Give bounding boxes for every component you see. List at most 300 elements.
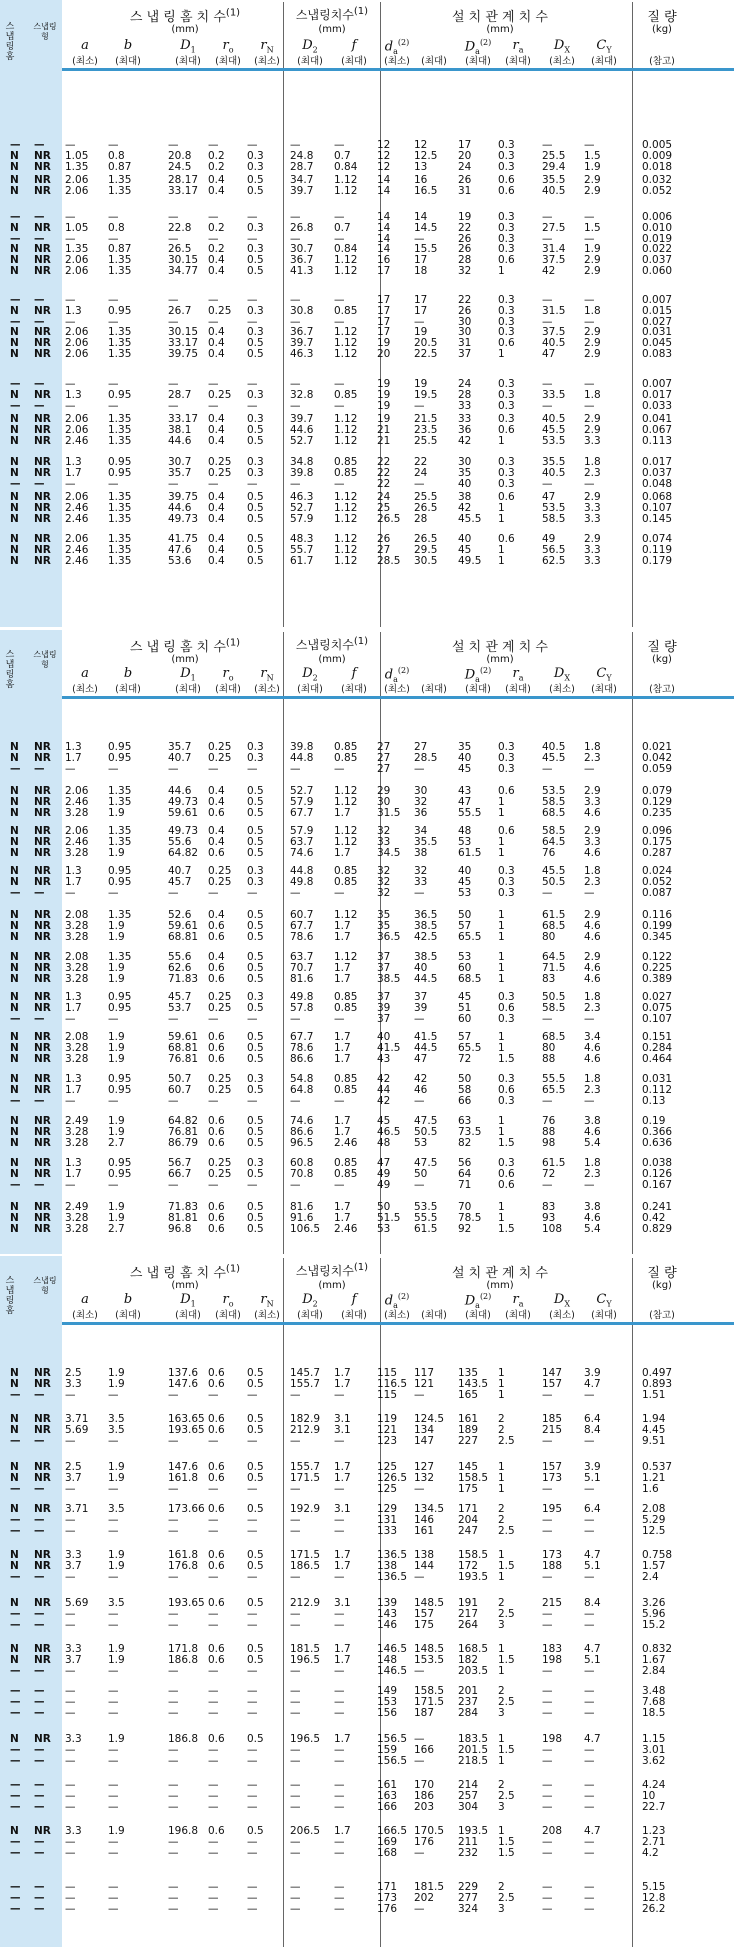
table-cell: 1.7 — [334, 1201, 351, 1213]
groove-footnote: (1) — [225, 7, 241, 19]
table-cell: 218.5 — [458, 1755, 489, 1768]
table-cell: 42 — [542, 265, 556, 278]
table-cell: 20 — [377, 348, 391, 361]
table-cell: 182.9 — [290, 1413, 321, 1425]
table-cell: 1 — [498, 1755, 505, 1768]
table-cell: 0.6 — [208, 1643, 225, 1655]
table-cell: 183.5 — [458, 1733, 489, 1745]
table-cell: 3.01 — [642, 1744, 666, 1757]
table-cell: — — [247, 1847, 258, 1860]
table-cell: — — [584, 1892, 595, 1905]
column-header — [63, 666, 107, 695]
table-cell: 0.027 — [642, 991, 673, 1003]
snapring-code: — — [34, 233, 45, 246]
table-cell: 0.037 — [642, 467, 673, 480]
table-cell: 5.1 — [584, 1654, 601, 1667]
table-cell: 0.5 — [247, 1643, 264, 1655]
table-cell: 1.9 — [108, 1549, 125, 1561]
groove-code: N — [10, 389, 19, 402]
table-cell: 196.8 — [168, 1825, 199, 1837]
table-cell: 1.7 — [334, 1212, 351, 1225]
table-cell: — — [290, 1525, 301, 1538]
table-cell: 201.5 — [458, 1744, 489, 1757]
table-cell: 1.94 — [642, 1413, 666, 1425]
table-cell: 49 — [377, 1179, 391, 1192]
table-cell: 0.13 — [642, 1095, 666, 1108]
table-cell: 50.7 — [168, 1073, 192, 1085]
table-cell: 3.5 — [108, 1413, 125, 1425]
table-cell: 38 — [458, 491, 472, 503]
table-cell: 1.7 — [334, 1378, 351, 1391]
table-cell: 2.06 — [65, 337, 89, 350]
table-cell: — — [65, 378, 76, 390]
table-cell: — — [108, 1707, 119, 1720]
column-symbol: $D_a^{(2)}$ — [464, 38, 492, 56]
table-cell: — — [334, 294, 345, 306]
table-cell: — — [584, 139, 595, 151]
table-cell: 215 — [542, 1424, 563, 1437]
table-cell: 4.24 — [642, 1779, 666, 1791]
table-cell: 16.5 — [414, 185, 438, 198]
snapring-code: NR — [34, 962, 51, 975]
table-cell: — — [414, 763, 425, 776]
table-cell: 3.1 — [334, 1503, 351, 1515]
table-cell: 32 — [377, 876, 391, 889]
groove-code: — — [10, 1619, 21, 1632]
table-cell: — — [65, 1801, 76, 1814]
table-cell: 1 — [498, 1126, 505, 1139]
table-cell: — — [542, 400, 553, 413]
table-cell: — — [334, 1707, 345, 1720]
snapring-code: NR — [34, 305, 51, 318]
snapring-code: — — [34, 211, 45, 223]
table-cell: — — [414, 1179, 425, 1192]
table-cell: 3.9 — [584, 1367, 601, 1379]
table-cell: 1.7 — [334, 847, 351, 860]
table-cell: — — [208, 1179, 219, 1192]
snapring-code: NR — [34, 1503, 51, 1515]
table-cell: 247 — [458, 1525, 479, 1538]
table-cell: 33.17 — [168, 413, 199, 425]
table-cell: — — [542, 294, 553, 306]
table-cell: 201 — [458, 1685, 479, 1697]
groove-code: N — [10, 1223, 19, 1236]
table-cell: 0.95 — [108, 752, 132, 765]
table-cell: 0.3 — [498, 316, 515, 329]
table-cell: 0.067 — [642, 424, 673, 437]
table-cell: 156 — [377, 1707, 398, 1720]
table-cell: 1 — [498, 513, 505, 526]
table-cell: 32 — [414, 865, 428, 877]
table-cell: 50.5 — [542, 991, 566, 1003]
table-cell: 60.7 — [168, 1084, 192, 1097]
table-cell: 68.81 — [168, 931, 199, 944]
table-cell: 1.6 — [642, 1483, 659, 1496]
groove-code: N — [10, 1643, 19, 1655]
table-cell: — — [542, 1790, 553, 1803]
table-cell: — — [168, 1744, 179, 1757]
table-cell: 86.79 — [168, 1137, 199, 1150]
table-cell: — — [542, 763, 553, 776]
table-cell: 0.107 — [642, 502, 673, 515]
table-cell: 71.5 — [542, 962, 566, 975]
column-unit: (최대) — [175, 56, 201, 67]
column-header — [456, 38, 500, 67]
table-cell: 1.12 — [334, 533, 358, 545]
table-cell: — — [168, 1665, 179, 1678]
column-unit: (최대) — [215, 1310, 241, 1321]
snapring-code: NR — [34, 1157, 51, 1169]
table-cell: — — [290, 1847, 301, 1860]
snapring-footnote: (1) — [353, 6, 369, 17]
table-cell: 227 — [458, 1435, 479, 1448]
column-divider — [632, 1258, 633, 1947]
table-cell: 1 — [498, 1571, 505, 1584]
table-cell: 21 — [377, 435, 391, 448]
table-cell: 161 — [458, 1413, 479, 1425]
table-cell: 4.6 — [584, 962, 601, 975]
groove-unit: (mm) — [171, 654, 199, 665]
column-symbol: $r_a$ — [512, 1292, 524, 1309]
table-cell: 191 — [458, 1597, 479, 1609]
table-cell: 136.5 — [377, 1571, 408, 1584]
groove-code: N — [10, 1212, 19, 1225]
table-cell: — — [247, 400, 258, 413]
table-cell: 0.3 — [247, 413, 264, 425]
table-cell: 1.7 — [334, 1825, 351, 1837]
table-cell: 40.7 — [168, 865, 192, 877]
table-cell: 2.9 — [584, 424, 601, 437]
table-cell: 44.6 — [168, 785, 192, 797]
table-cell: 4.7 — [584, 1733, 601, 1745]
table-cell: 0.345 — [642, 931, 673, 944]
mass-header: 질 량 — [647, 10, 677, 25]
table-cell: 58.5 — [542, 513, 566, 526]
table-cell: 1.5 — [498, 1744, 515, 1757]
table-cell: — — [65, 1755, 76, 1768]
table-cell: 171.8 — [168, 1643, 199, 1655]
table-cell: — — [584, 1836, 595, 1849]
column-header — [540, 666, 584, 695]
table-cell: 32 — [377, 887, 391, 900]
table-cell: 0.95 — [108, 1157, 132, 1169]
groove-code: N — [10, 785, 19, 797]
table-cell: 175 — [414, 1619, 435, 1632]
table-cell: — — [208, 1435, 219, 1448]
table-cell: 0.009 — [642, 150, 673, 163]
table-cell: 3.4 — [584, 1031, 601, 1043]
table-cell: — — [108, 1619, 119, 1632]
table-cell: 0.4 — [208, 424, 225, 437]
table-cell: 1.7 — [65, 467, 82, 480]
table-cell: 33.17 — [168, 185, 199, 198]
table-cell: 2.06 — [65, 174, 89, 186]
table-cell: 2.9 — [584, 785, 601, 797]
table-cell: 156.5 — [377, 1755, 408, 1768]
table-cell: 0.5 — [247, 973, 264, 986]
column-header — [288, 666, 332, 695]
table-cell: — — [542, 1903, 553, 1916]
table-cell: — — [247, 1435, 258, 1448]
table-cell: 44.5 — [414, 973, 438, 986]
table-cell: 0.087 — [642, 887, 673, 900]
table-cell: — — [208, 887, 219, 900]
table-cell: 0.059 — [642, 763, 673, 776]
table-cell: 0.25 — [208, 991, 232, 1003]
table-cell: 1.9 — [108, 962, 125, 975]
table-cell: — — [334, 887, 345, 900]
table-cell: 214 — [458, 1779, 479, 1791]
table-cell: — — [208, 1836, 219, 1849]
table-cell: 1.15 — [642, 1733, 666, 1745]
table-cell: — — [168, 294, 179, 306]
table-cell: 1.35 — [108, 951, 132, 963]
column-unit: (최대) — [175, 684, 201, 695]
column-symbol: $r_o$ — [222, 1292, 234, 1309]
groove-code: N — [10, 741, 19, 753]
table-cell: — — [414, 1571, 425, 1584]
table-cell: 0.25 — [208, 1073, 232, 1085]
table-cell: 45 — [458, 763, 472, 776]
table-cell: 2.5 — [498, 1790, 515, 1803]
table-cell: — — [168, 400, 179, 413]
table-cell: 14 — [377, 185, 391, 198]
table-cell: 0.5 — [247, 555, 264, 568]
table-cell: 0.5 — [247, 962, 264, 975]
table-cell: 35 — [377, 909, 391, 921]
table-cell: 24 — [458, 161, 472, 174]
table-cell: 86.6 — [290, 1126, 314, 1139]
table-cell: 1.7 — [65, 1168, 82, 1181]
table-cell: — — [414, 478, 425, 491]
column-header — [206, 1292, 250, 1321]
table-cell: 161.8 — [168, 1549, 199, 1561]
table-cell: 182 — [458, 1654, 479, 1667]
table-cell: — — [414, 1755, 425, 1768]
snapring-code: — — [34, 1790, 45, 1803]
table-cell: 0.2 — [208, 222, 225, 235]
table-cell: — — [334, 1013, 345, 1026]
table-cell: 12.5 — [414, 150, 438, 163]
table-cell: 0.3 — [498, 243, 515, 255]
table-cell: 2.4 — [642, 1571, 659, 1584]
table-cell: 148 — [377, 1654, 398, 1667]
table-cell: 1.12 — [334, 254, 358, 267]
table-cell: 0.25 — [208, 876, 232, 889]
column-unit: (최대) — [465, 684, 491, 695]
groove-code: N — [10, 491, 19, 503]
table-cell: 131 — [377, 1514, 398, 1527]
table-cell: 68.5 — [458, 973, 482, 986]
column-unit: (최대) — [115, 1310, 141, 1321]
table-cell: 38 — [414, 847, 428, 860]
table-cell: 52.7 — [290, 502, 314, 515]
table-cell: 1.12 — [334, 796, 358, 809]
table-cell: 5.69 — [65, 1424, 89, 1437]
table-cell: 0.6 — [498, 533, 515, 545]
table-cell: 163 — [377, 1790, 398, 1803]
groove-code: — — [10, 1881, 21, 1893]
groove-code: N — [10, 847, 19, 860]
table-cell: 1.7 — [334, 1549, 351, 1561]
table-cell: 0.007 — [642, 294, 673, 306]
groove-code: — — [10, 1755, 21, 1768]
table-cell: 0.85 — [334, 305, 358, 318]
table-cell: — — [65, 400, 76, 413]
table-cell: 1.9 — [108, 1042, 125, 1055]
table-cell: 0.5 — [247, 1825, 264, 1837]
groove-code: N — [10, 1472, 19, 1485]
table-cell: 58.5 — [542, 1002, 566, 1015]
groove-code: — — [10, 139, 21, 151]
snapring-code: NR — [34, 951, 51, 963]
snapring-code: NR — [34, 785, 51, 797]
table-cell: 37.5 — [542, 254, 566, 267]
table-cell: 0.25 — [208, 389, 232, 402]
table-cell: 3.28 — [65, 931, 89, 944]
table-cell: 1.3 — [65, 741, 82, 753]
table-cell: 0.4 — [208, 544, 225, 557]
column-header — [412, 38, 456, 67]
table-cell: 166.5 — [377, 1825, 408, 1837]
snapring-code: — — [34, 1483, 45, 1496]
table-cell: 0.6 — [498, 254, 515, 267]
snapring-code: NR — [34, 389, 51, 402]
table-cell: 38.1 — [168, 424, 192, 437]
table-cell: 14.5 — [414, 222, 438, 235]
column-symbol — [412, 1292, 456, 1307]
table-cell: 76.81 — [168, 1126, 199, 1139]
installation-unit: (mm) — [486, 654, 514, 665]
groove-code: — — [10, 1801, 21, 1814]
table-cell: — — [65, 1836, 76, 1849]
table-cell: 0.3 — [498, 876, 515, 889]
table-cell: 2.06 — [65, 185, 89, 198]
table-cell: 6.4 — [584, 1503, 601, 1515]
table-cell: — — [290, 316, 301, 329]
table-cell: 0.6 — [208, 847, 225, 860]
table-cell: 0.3 — [247, 1073, 264, 1085]
table-cell: — — [334, 316, 345, 329]
table-cell: 0.3 — [247, 305, 264, 318]
table-cell: 52.7 — [290, 785, 314, 797]
table-cell: 12.8 — [642, 1892, 666, 1905]
table-cell: 0.032 — [642, 174, 673, 186]
column-unit: (최소) — [384, 1310, 410, 1321]
table-cell: 0.25 — [208, 752, 232, 765]
snapring-type-col-header: 스냅링형 — [33, 650, 57, 669]
table-cell: 5.1 — [584, 1472, 601, 1485]
column-header — [332, 38, 376, 67]
table-cell: — — [108, 1483, 119, 1496]
table-cell: 64 — [458, 1168, 472, 1181]
table-cell: 28 — [458, 254, 472, 267]
snapring-code: NR — [34, 555, 51, 568]
column-unit: (최대) — [297, 56, 323, 67]
table-cell: 27 — [377, 741, 391, 753]
snapring-code: NR — [34, 973, 51, 986]
table-cell: 0.225 — [642, 962, 673, 975]
snapring-code: NR — [34, 1223, 51, 1236]
table-cell: — — [542, 211, 553, 223]
mass-header: 질 량 — [647, 1266, 677, 1281]
table-cell: 3 — [498, 1801, 505, 1814]
table-cell: 0.3 — [247, 326, 264, 338]
table-cell: 53 — [414, 1137, 428, 1150]
table-cell: 0.6 — [498, 1002, 515, 1015]
table-cell: 0.042 — [642, 752, 673, 765]
table-cell: 0.2 — [208, 150, 225, 163]
table-cell: — — [108, 1514, 119, 1527]
table-cell: 71 — [458, 1179, 472, 1192]
snapring-type-col-header: 스냅링형 — [33, 1276, 57, 1295]
snapring-code: NR — [34, 1137, 51, 1150]
groove-code: N — [10, 1378, 19, 1391]
table-cell: 1 — [498, 962, 505, 975]
snapring-code: — — [34, 1435, 45, 1448]
table-cell: 2.06 — [65, 825, 89, 837]
table-cell: 0.6 — [208, 1115, 225, 1127]
column-unit: (최소) — [549, 56, 575, 67]
snapring-groove-col-header: 스냅링홈 — [5, 22, 15, 62]
table-cell: 61.7 — [290, 555, 314, 568]
table-cell: 3.28 — [65, 1126, 89, 1139]
table-cell: 20.8 — [168, 150, 192, 163]
table-cell: 3.7 — [65, 1472, 82, 1485]
table-cell: 193.65 — [168, 1424, 205, 1437]
table-cell: — — [290, 1801, 301, 1814]
table-cell: 5.4 — [584, 1223, 601, 1236]
table-cell: 34 — [414, 825, 428, 837]
table-cell: 0.3 — [498, 389, 515, 402]
snapring-code: NR — [34, 825, 51, 837]
table-cell: 1.8 — [584, 389, 601, 402]
table-cell: 2 — [498, 1779, 505, 1791]
table-cell: 135 — [458, 1367, 479, 1379]
table-cell: 1 — [498, 951, 505, 963]
groove-code: N — [10, 1367, 19, 1379]
table-cell: 0.4 — [208, 909, 225, 921]
table-cell: 2.9 — [584, 348, 601, 361]
table-cell: 2.5 — [65, 1461, 82, 1473]
table-cell: — — [247, 478, 258, 491]
table-cell: 0.6 — [208, 1424, 225, 1437]
table-cell: 8.4 — [584, 1424, 601, 1437]
table-cell: 1.12 — [334, 174, 358, 186]
table-cell: 0.3 — [247, 456, 264, 468]
table-cell: — — [247, 1685, 258, 1697]
table-cell: 143 — [377, 1608, 398, 1621]
table-cell: 127 — [414, 1461, 435, 1473]
table-cell: — — [247, 1665, 258, 1678]
table-cell: 22.7 — [642, 1801, 666, 1814]
table-cell: 136.5 — [377, 1549, 408, 1561]
table-cell: 163.65 — [168, 1413, 205, 1425]
table-cell: 27.5 — [542, 222, 566, 235]
table-cell: 73.5 — [458, 1126, 482, 1139]
table-cell: 0.6 — [208, 1137, 225, 1150]
table-cell: 62.6 — [168, 962, 192, 975]
column-unit: (최소) — [254, 1310, 280, 1321]
table-cell: — — [290, 1836, 301, 1849]
column-symbol — [640, 38, 684, 53]
table-cell: 193.65 — [168, 1597, 205, 1609]
table-cell: — — [334, 1525, 345, 1538]
column-unit: (최대) — [505, 1310, 531, 1321]
table-cell: 26.5 — [414, 533, 438, 545]
table-cell: 2.5 — [65, 1367, 82, 1379]
table-cell: — — [414, 1847, 425, 1860]
